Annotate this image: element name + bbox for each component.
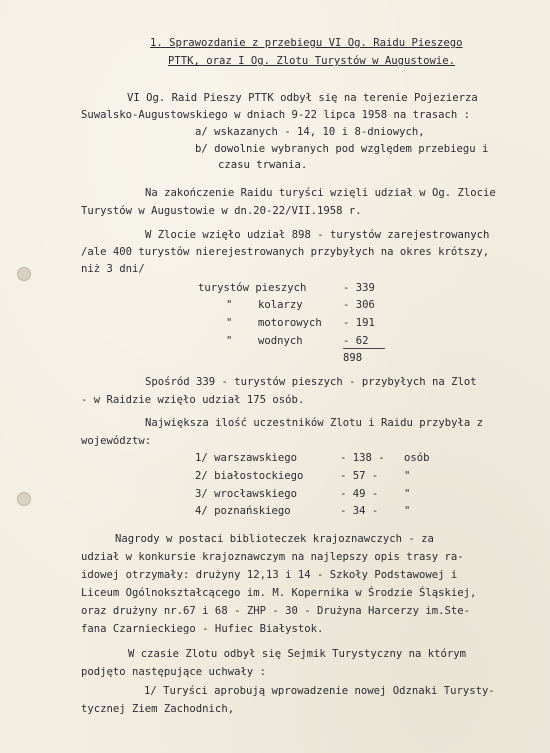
- para2-line-2: Turystów w Augustowie w dn.20-22/VII.1958 r.: [81, 205, 362, 217]
- voivodeship-label: 4/ poznańskiego: [195, 505, 291, 517]
- voivodeship-value: - 138 -: [340, 452, 385, 464]
- voivodeship-unit: ": [404, 488, 411, 500]
- para3-line-3: niż 3 dni/: [81, 263, 145, 275]
- tourists-row-value: - 306: [343, 299, 375, 311]
- punch-hole-bottom: [17, 492, 31, 506]
- tourists-row-label: kolarzy: [258, 299, 303, 311]
- voivodeship-label: 1/ warszawskiego: [195, 452, 298, 464]
- tourists-row-ditto: ": [226, 317, 233, 329]
- para5-line-1: Największa ilość uczestników Zlotu i Raidu przybyła z: [145, 417, 484, 429]
- para1-line-3: a/ wskazanych - 14, 10 i 8-dniowych,: [195, 126, 425, 138]
- para2-line-1: Na zakończenie Raidu turyści wzięli udział w Og. Zlocie: [145, 187, 496, 199]
- voivodeship-unit: ": [404, 470, 411, 482]
- tourists-row-value: - 62: [343, 335, 369, 347]
- tourists-row-ditto: ": [226, 335, 233, 347]
- tourists-row-ditto: ": [226, 299, 233, 311]
- punch-hole-top: [17, 267, 31, 281]
- para7-line-2: podjęto następujące uchwały :: [81, 666, 266, 678]
- voivodeship-value: - 49 -: [340, 488, 379, 500]
- tourists-row-label: wodnych: [258, 335, 303, 347]
- para1-line-4: b/ dowolnie wybranych pod względem przebiegu i: [195, 143, 489, 155]
- para1-line-1: VI Og. Raid Pieszy PTTK odbył się na terenie Pojezierza: [127, 92, 478, 104]
- para6-line-2: udział w konkursie krajoznawczym na najlepszy opis trasy ra-: [81, 551, 464, 563]
- tourists-total: 898: [343, 352, 363, 364]
- title-line-2: PTTK, oraz I Og. Zlotu Turystów w Augustowie.: [168, 55, 456, 67]
- para6-line-4: Liceum Ogólnokształcącego im. M. Kopernika w Środzie Śląskiej,: [81, 587, 477, 599]
- voivodeship-unit: osób: [404, 452, 430, 464]
- tourists-row-value: - 191: [343, 317, 375, 329]
- para5-line-2: województw:: [81, 435, 152, 447]
- para4-line-2: - w Raidzie wzięło udział 175 osób.: [81, 394, 305, 406]
- para3-line-2: /ale 400 turystów nierejestrowanych przybyłych na okres krótszy,: [81, 246, 490, 258]
- para4-line-1: Spośród 339 - turystów pieszych - przybyłych na Zlot: [145, 376, 477, 388]
- para7-line-3: 1/ Turyści aprobują wprowadzenie nowej Odznaki Turysty-: [144, 685, 495, 697]
- voivodeship-unit: ": [404, 505, 411, 517]
- para7-line-4: tycznej Ziem Zachodnich,: [81, 703, 235, 715]
- para1-line-5: czasu trwania.: [218, 159, 308, 171]
- tourists-sum-rule: [343, 348, 385, 349]
- voivodeship-value: - 57 -: [340, 470, 379, 482]
- para6-line-6: fana Czarnieckiego - Hufiec Białystok.: [81, 623, 324, 635]
- para6-line-1: Nagrody w postaci biblioteczek krajoznawczych - za: [115, 533, 434, 545]
- para6-line-5: oraz drużyny nr.67 i 68 - ZHP - 30 - Drużyna Harcerzy im.Ste-: [81, 605, 471, 617]
- voivodeship-value: - 34 -: [340, 505, 379, 517]
- para3-line-1: W Zlocie wzięło udział 898 - turystów zarejestrowanych: [145, 229, 490, 241]
- voivodeship-label: 2/ białostockiego: [195, 470, 304, 482]
- tourists-row-value: - 339: [343, 282, 375, 294]
- para7-line-1: W czasie Zlotu odbył się Sejmik Turystyczny na którym: [128, 648, 467, 660]
- title-line-1: 1. Sprawozdanie z przebiegu VI Og. Raidu Pieszego: [150, 37, 463, 49]
- tourists-row-label: motorowych: [258, 317, 322, 329]
- tourists-row-label: turystów pieszych: [198, 282, 307, 294]
- voivodeship-label: 3/ wrocławskiego: [195, 488, 298, 500]
- para1-line-2: Suwalsko-Augustowskiego w dniach 9-22 lipca 1958 na trasach :: [81, 109, 471, 121]
- para6-line-3: idowej otrzymały: drużyny 12,13 i 14 - Szkoły Podstawowej i: [81, 569, 458, 581]
